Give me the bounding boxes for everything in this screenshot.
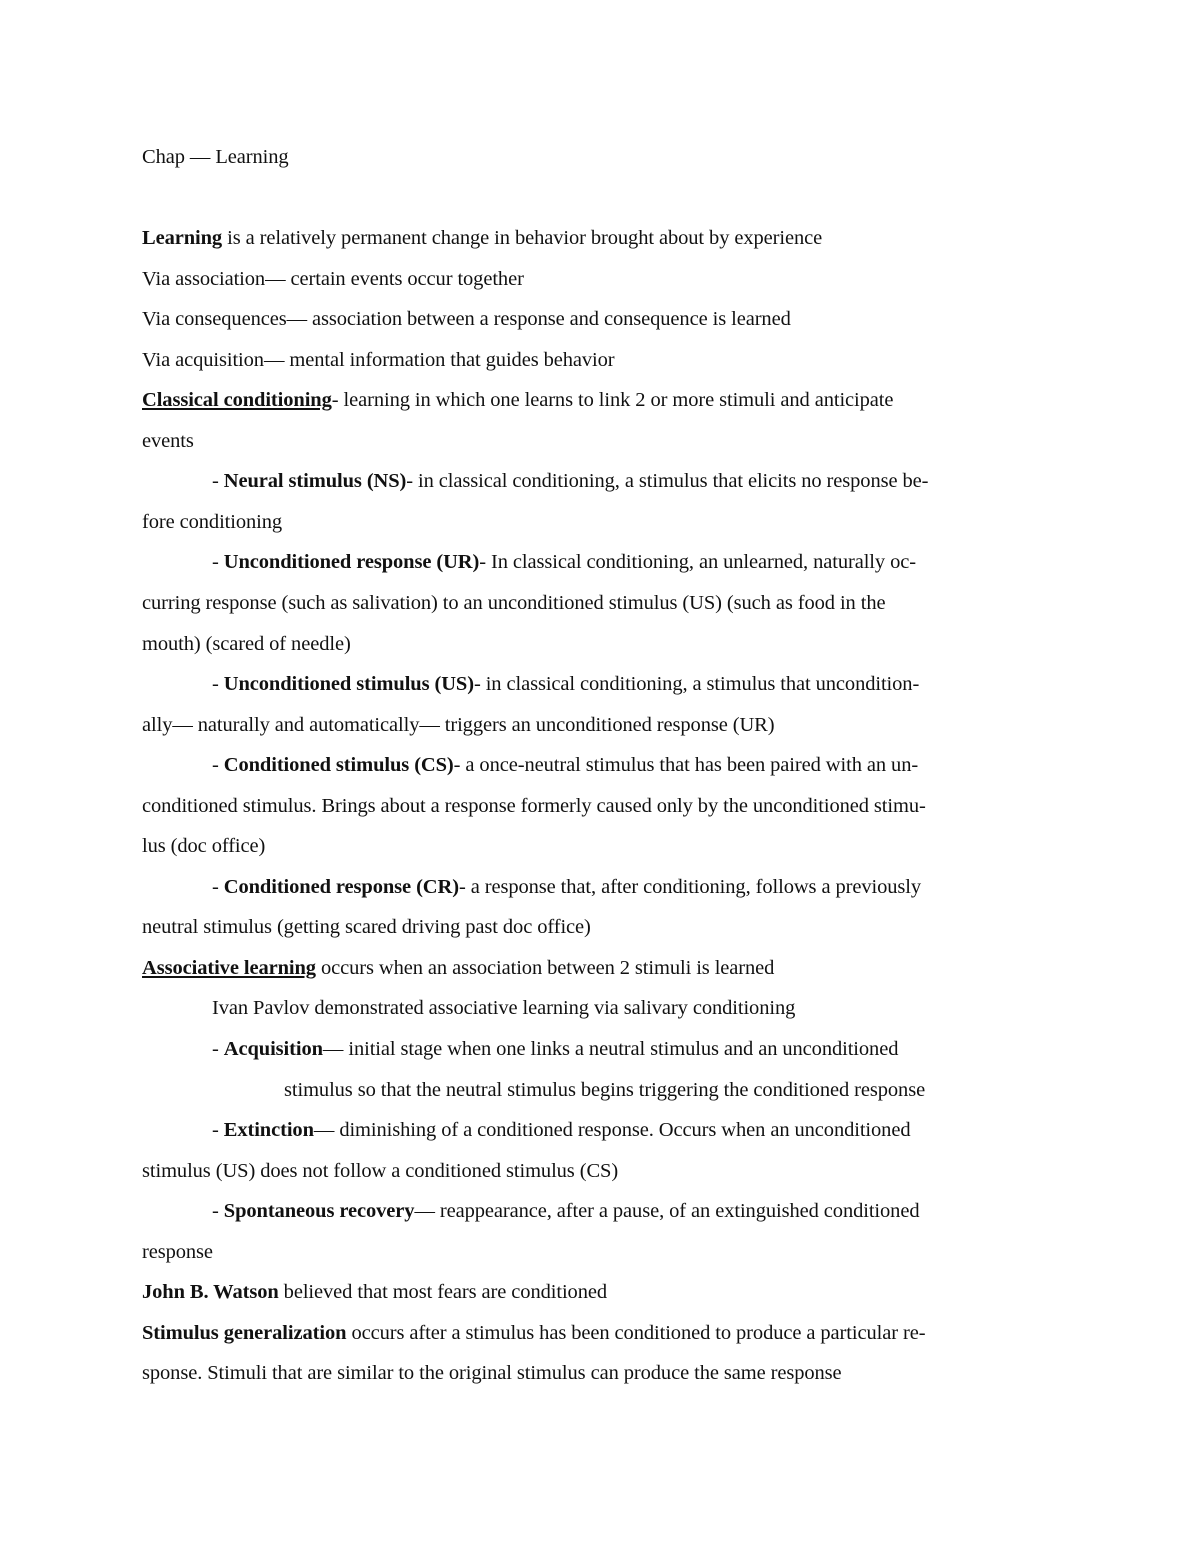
us-definition [142, 664, 1062, 705]
via-association-line: Via association— certain events occur together [142, 267, 524, 290]
via-consequences-line: Via consequences— association between a response and consequence is learned [142, 308, 791, 331]
term-acquisition: Acquisition [223, 1037, 323, 1060]
cr-text-1: - a response that, after conditioning, follows a previously [458, 875, 922, 898]
ur-text-3: mouth) (scared of needle) [142, 632, 351, 655]
term-conditioned-stimulus: Conditioned stimulus (CS) [223, 754, 454, 777]
ns-text-2: fore conditioning [142, 510, 283, 533]
extinction-definition [142, 1110, 1062, 1151]
extinction-text-2: stimulus (US) does not follow a conditioned stimulus (CS) [142, 1159, 619, 1182]
cr-text-2: neutral stimulus (getting scared driving past doc office) [142, 916, 591, 939]
term-spontaneous-recovery: Spontaneous recovery [223, 1200, 415, 1223]
bullet-dash: - [212, 470, 224, 493]
cr-definition [142, 867, 1062, 908]
via-acquisition-line: Via acquisition— mental information that guides behavior [142, 348, 615, 371]
ns-definition [142, 461, 1062, 502]
term-unconditioned-stimulus: Unconditioned stimulus (US) [223, 673, 474, 696]
watson-line [142, 1272, 1062, 1313]
document-body [142, 137, 1062, 1394]
ur-text-2: curring response (such as salivation) to an unconditioned stimulus (US) (such as food in the [142, 591, 886, 614]
learning-definition-text: is a relatively permanent change in behavior brought about by experience [222, 227, 823, 250]
term-john-b-watson: John B. Watson [142, 1281, 279, 1304]
learning-definition [142, 218, 1062, 259]
pavlov-line: Ivan Pavlov demonstrated associative learning via salivary conditioning [212, 997, 796, 1020]
bullet-dash: - [212, 1037, 224, 1060]
page-title: Chap — Learning [142, 146, 289, 168]
acquisition-definition [142, 1029, 1062, 1070]
stimulus-generalization-definition [142, 1313, 1062, 1354]
acquisition-text-2: stimulus so that the neutral stimulus begins triggering the conditioned response [284, 1078, 926, 1101]
bullet-dash: - [212, 551, 224, 574]
term-neural-stimulus: Neural stimulus (NS) [223, 470, 407, 493]
us-text-1: - in classical conditioning, a stimulus that uncondition- [473, 673, 920, 696]
extinction-text-1: — diminishing of a conditioned response. Occurs when an unconditioned [313, 1119, 911, 1142]
spontaneous-recovery-text-2: response [142, 1240, 213, 1263]
ur-definition [142, 542, 1062, 583]
watson-text: believed that most fears are conditioned [278, 1281, 607, 1304]
term-conditioned-response: Conditioned response (CR) [223, 875, 459, 898]
term-stimulus-generalization: Stimulus generalization [142, 1321, 347, 1344]
stimulus-generalization-text-2: sponse. Stimuli that are similar to the original stimulus can produce the same response [142, 1362, 842, 1385]
cs-text-2: conditioned stimulus. Brings about a response formerly caused only by the unconditioned stimu- [142, 794, 926, 817]
cs-definition [142, 745, 1062, 786]
ur-text-1: - In classical conditioning, an unlearned, naturally oc- [479, 551, 916, 574]
us-text-2: ally— naturally and automatically— triggers an unconditioned response (UR) [142, 713, 775, 736]
term-associative-learning: Associative learning [142, 956, 316, 979]
bullet-dash: - [212, 1119, 224, 1142]
classical-conditioning-text-2: events [142, 429, 194, 452]
term-extinction: Extinction [223, 1119, 314, 1142]
spontaneous-recovery-definition [142, 1191, 1062, 1232]
term-unconditioned-response: Unconditioned response (UR) [223, 551, 480, 574]
term-learning: Learning [142, 227, 223, 250]
term-classical-conditioning: Classical conditioning [142, 389, 332, 412]
stimulus-generalization-text-1: occurs after a stimulus has been conditioned to produce a particular re- [346, 1321, 926, 1344]
bullet-dash: - [212, 754, 224, 777]
classical-conditioning-text-1: - learning in which one learns to link 2 or more stimuli and anticipate [331, 389, 894, 412]
bullet-dash: - [212, 1200, 224, 1223]
associative-learning-text: occurs when an association between 2 stimuli is learned [315, 956, 775, 979]
bullet-dash: - [212, 875, 224, 898]
associative-learning-definition [142, 948, 1062, 989]
classical-conditioning-definition [142, 380, 1062, 421]
cs-text-1: - a once-neutral stimulus that has been paired with an un- [453, 754, 919, 777]
cs-text-3: lus (doc office) [142, 835, 266, 858]
acquisition-text-1: — initial stage when one links a neutral stimulus and an unconditioned [322, 1037, 899, 1060]
ns-text-1: - in classical conditioning, a stimulus that elicits no response be- [406, 470, 929, 493]
spontaneous-recovery-text-1: — reappearance, after a pause, of an extinguished conditioned [414, 1200, 920, 1223]
bullet-dash: - [212, 673, 224, 696]
